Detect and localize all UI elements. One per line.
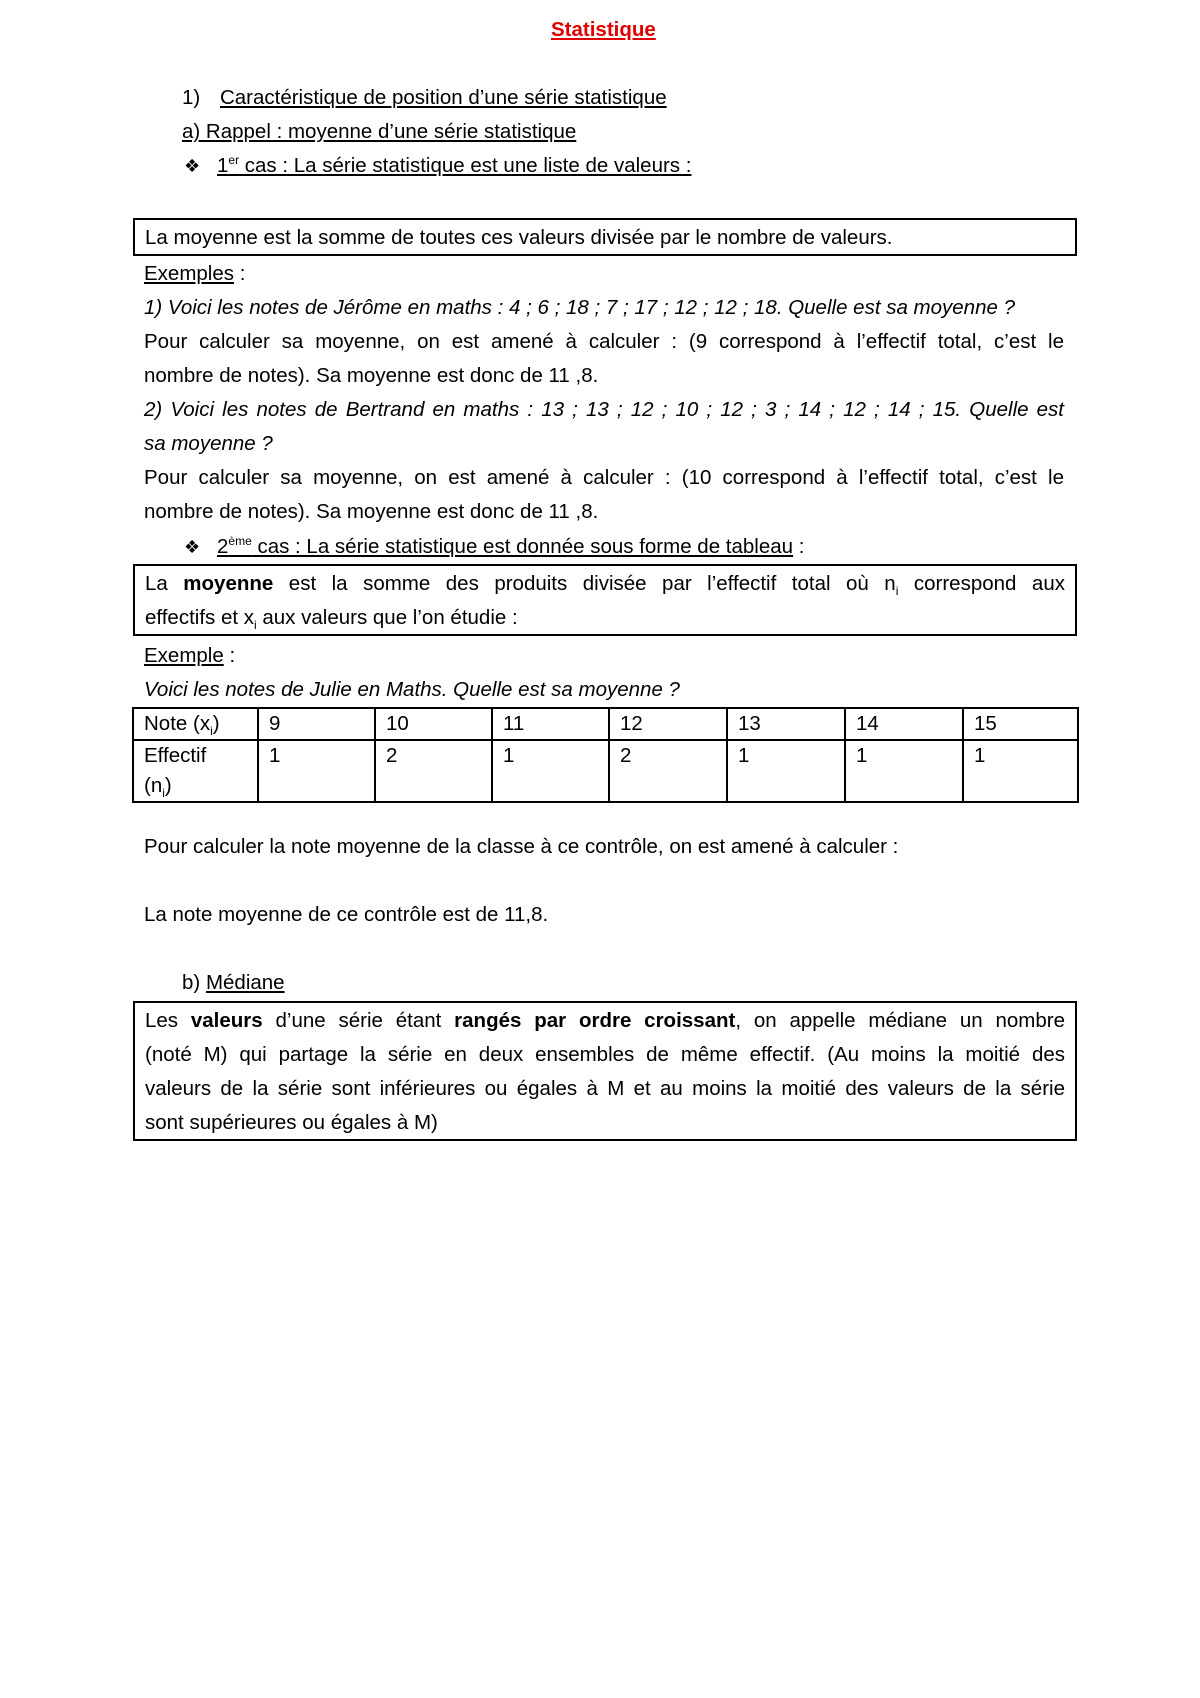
table-row-notes	[133, 708, 1078, 740]
example1-line1: Pour calculer sa moyenne, on est amené à calculer : (9 correspond à l’effectif total, c’est le	[144, 330, 1064, 353]
bullet-icon: ❖	[184, 537, 201, 557]
example2-question1: 2) Voici les notes de Bertrand en maths : 13 ; 13 ; 12 ; 10 ; 12 ; 3 ; 14 ; 12 ; 14 ; 15. Quelle est	[144, 398, 1064, 421]
example2-question2: sa moyenne ?	[144, 432, 273, 455]
def2-text-a: La	[145, 572, 184, 595]
table-cell: 2	[375, 740, 492, 802]
effectif-label: Effectif	[144, 744, 207, 767]
note-sub: i	[210, 724, 213, 739]
effectif-sub: i	[162, 786, 165, 801]
case2-sup: ème	[228, 534, 252, 549]
def2-text-c: correspond aux	[898, 572, 1065, 595]
table-cell: 1	[845, 740, 963, 802]
mediane-line2: (noté M) qui partage la série en deux ensembles de même effectif. (Au moins la moitié des	[145, 1043, 1065, 1066]
section-number: 1)	[182, 86, 201, 109]
table-cell: 1	[727, 740, 845, 802]
example2-line2: nombre de notes). Sa moyenne est donc de 11 ,8.	[144, 500, 599, 523]
table-cell: 14	[845, 708, 963, 740]
example2-line1: Pour calculer sa moyenne, on est amené à calculer : (10 correspond à l’effectif total, c’est le	[144, 466, 1064, 489]
section-heading	[182, 81, 667, 115]
example1-line2: nombre de notes). Sa moyenne est donc de 11 ,8.	[144, 364, 599, 387]
page-title: Statistique	[551, 18, 656, 41]
examples-label: Exemples	[144, 262, 235, 285]
def2-text-d: effectifs et x	[145, 606, 255, 629]
bullet-icon: ❖	[184, 156, 201, 176]
table-header-note	[133, 708, 258, 740]
definition-box-moyenne-liste	[133, 218, 1077, 256]
table-cell: 9	[258, 708, 375, 740]
definition2-line1	[145, 567, 1065, 601]
case2-number: 2	[217, 535, 229, 558]
definition-box-mediane	[133, 1001, 1077, 1141]
def2-sub-n: i	[895, 584, 899, 599]
examples-heading	[144, 257, 245, 291]
table-cell: 12	[609, 708, 727, 740]
example3-question: Voici les notes de Julie en Maths. Quelle est sa moyenne ?	[144, 678, 680, 701]
table-row-effectifs	[133, 740, 1078, 802]
mediane-line4: sont supérieures ou égales à M)	[145, 1111, 438, 1134]
effectif-close: )	[164, 774, 172, 797]
med-bold-ordre: rangés par ordre croissant	[454, 1009, 736, 1032]
sub-b-prefix: b)	[182, 971, 206, 994]
calc-line: Pour calculer la note moyenne de la classe à ce contrôle, on est amené à calculer :	[144, 835, 899, 858]
table-cell: 10	[375, 708, 492, 740]
med-text-a: Les	[145, 1009, 191, 1032]
table-cell: 1	[492, 740, 609, 802]
table-cell: 2	[609, 740, 727, 802]
case1-number: 1	[217, 154, 229, 177]
case2-text: cas : La série statistique est donnée sous forme de tableau	[251, 535, 794, 558]
case2-colon: :	[793, 535, 805, 558]
subsection-b-heading	[182, 966, 285, 1000]
definition2-line2	[145, 601, 1065, 635]
case1-heading	[217, 149, 691, 183]
med-bold-valeurs: valeurs	[190, 1009, 263, 1032]
med-text-c: , on appelle médiane un nombre	[735, 1009, 1065, 1032]
section-heading-text: Caractéristique de position d’une série statistique	[219, 86, 667, 109]
example-heading	[144, 639, 235, 673]
mediane-line3: valeurs de la série sont inférieures ou égales à M et au moins la moitié des valeurs de la série	[145, 1077, 1065, 1100]
definition1-text: La moyenne est la somme de toutes ces valeurs divisée par le nombre de valeurs.	[145, 226, 893, 249]
def2-text-b: est la somme des produits divisée par l’effectif total où n	[273, 572, 896, 595]
table-header-effectif	[133, 740, 258, 802]
definition-box-moyenne-tableau	[133, 564, 1077, 636]
case1-text: cas : La série statistique est une liste de valeurs :	[239, 154, 692, 177]
note-close: )	[212, 712, 220, 735]
case2-heading	[217, 530, 804, 564]
example-label: Exemple	[144, 644, 224, 667]
note-label: Note (x	[144, 712, 211, 735]
table-cell: 1	[963, 740, 1078, 802]
med-text-b: d’une série étant	[262, 1009, 455, 1032]
table-cell: 1	[258, 740, 375, 802]
case1-sup: er	[228, 153, 240, 168]
subsection-a-heading: a) Rappel : moyenne d’une série statistique	[182, 120, 577, 143]
example1-question: 1) Voici les notes de Jérôme en maths : 4 ; 6 ; 18 ; 7 ; 17 ; 12 ; 12 ; 18. Quelle est sa moyenne ?	[144, 296, 1015, 319]
effectif-label2: (n	[144, 774, 163, 797]
sub-b-label: Médiane	[205, 971, 285, 994]
table-cell: 15	[963, 708, 1078, 740]
def2-sub-x: i	[254, 618, 257, 633]
table-cell: 13	[727, 708, 845, 740]
result-line: La note moyenne de ce contrôle est de 11,8.	[144, 903, 549, 926]
table-cell: 11	[492, 708, 609, 740]
def2-text-e: aux valeurs que l’on étudie :	[256, 606, 518, 629]
notes-table	[132, 707, 1079, 803]
mediane-line1	[145, 1004, 1065, 1038]
example-colon: :	[223, 644, 236, 667]
def2-bold-moyenne: moyenne	[183, 572, 274, 595]
examples-colon: :	[234, 262, 246, 285]
